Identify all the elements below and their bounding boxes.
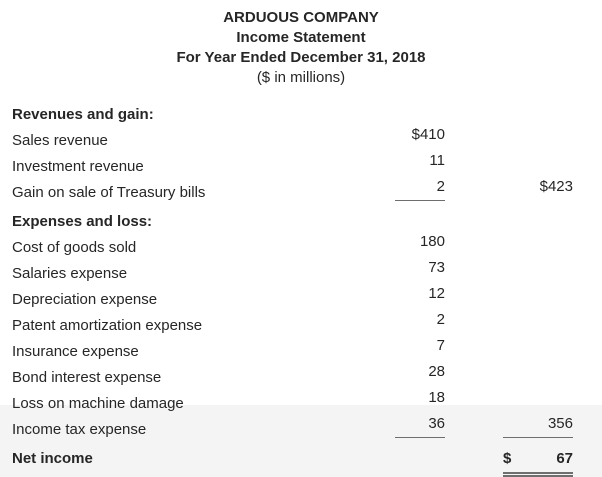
amount-col1 — [395, 336, 445, 356]
row-label: Insurance expense — [12, 343, 139, 360]
amount-value: 18 — [428, 389, 445, 406]
statement-body — [0, 88, 602, 477]
amount-value: 180 — [419, 233, 445, 250]
statement-row — [12, 105, 573, 125]
amount-col1 — [395, 414, 445, 438]
row-label: Depreciation expense — [12, 291, 158, 308]
row-label: Bond interest expense — [12, 369, 162, 386]
statement-row — [12, 388, 573, 414]
amount-value: $410 — [411, 126, 445, 143]
amount-value: 28 — [428, 363, 445, 380]
amount-col1 — [395, 362, 445, 382]
statement-row — [12, 284, 573, 310]
statement-title: Income Statement — [236, 29, 366, 46]
row-label: Salaries expense — [12, 265, 128, 282]
row-label: Income tax expense — [12, 421, 147, 438]
amount-value: 2 — [436, 178, 445, 195]
amount-col2 — [503, 414, 573, 438]
amount-col1 — [395, 258, 445, 278]
amount-value: 7 — [436, 337, 445, 354]
amount-value: 36 — [428, 415, 445, 432]
currency-symbol: $ — [503, 450, 512, 467]
amount-value: 356 — [547, 415, 573, 432]
statement-row — [12, 362, 573, 388]
statement-row — [12, 336, 573, 362]
row-label: Gain on sale of Treasury bills — [12, 184, 206, 201]
statement-row — [12, 151, 573, 177]
statement-row — [12, 414, 573, 440]
amount-value: 12 — [428, 285, 445, 302]
amount-col1 — [395, 151, 445, 171]
amount-col1 — [395, 388, 445, 408]
amount-col1 — [395, 177, 445, 201]
amount-value: 2 — [436, 311, 445, 328]
statement-row — [12, 449, 573, 477]
amount-col2 — [503, 177, 573, 197]
statement-row — [12, 258, 573, 284]
statement-row — [12, 177, 573, 203]
row-label: Revenues and gain: — [12, 106, 154, 123]
amount-value: 73 — [428, 259, 445, 276]
statement-row — [12, 310, 573, 336]
amount-value: $423 — [539, 178, 573, 195]
statement-header — [0, 0, 602, 88]
row-label: Net income — [12, 450, 93, 467]
row-label: Loss on machine damage — [12, 395, 184, 412]
amount-col1 — [395, 125, 445, 145]
row-label: Patent amortization expense — [12, 317, 203, 334]
amount-value: 67 — [556, 450, 573, 467]
units-note: ($ in millions) — [256, 69, 346, 86]
amount-col1 — [395, 310, 445, 330]
statement-row — [12, 212, 573, 232]
amount-col1 — [395, 284, 445, 304]
amount-col2 — [503, 449, 573, 477]
statement-row — [12, 125, 573, 151]
statement-row — [12, 232, 573, 258]
row-label: Investment revenue — [12, 158, 144, 175]
row-label: Cost of goods sold — [12, 239, 137, 256]
amount-value: 11 — [429, 152, 445, 169]
company-name: ARDUOUS COMPANY — [223, 9, 379, 26]
statement-period: For Year Ended December 31, 2018 — [176, 49, 426, 66]
amount-col1 — [395, 232, 445, 252]
row-label: Expenses and loss: — [12, 213, 153, 230]
row-label: Sales revenue — [12, 132, 108, 149]
